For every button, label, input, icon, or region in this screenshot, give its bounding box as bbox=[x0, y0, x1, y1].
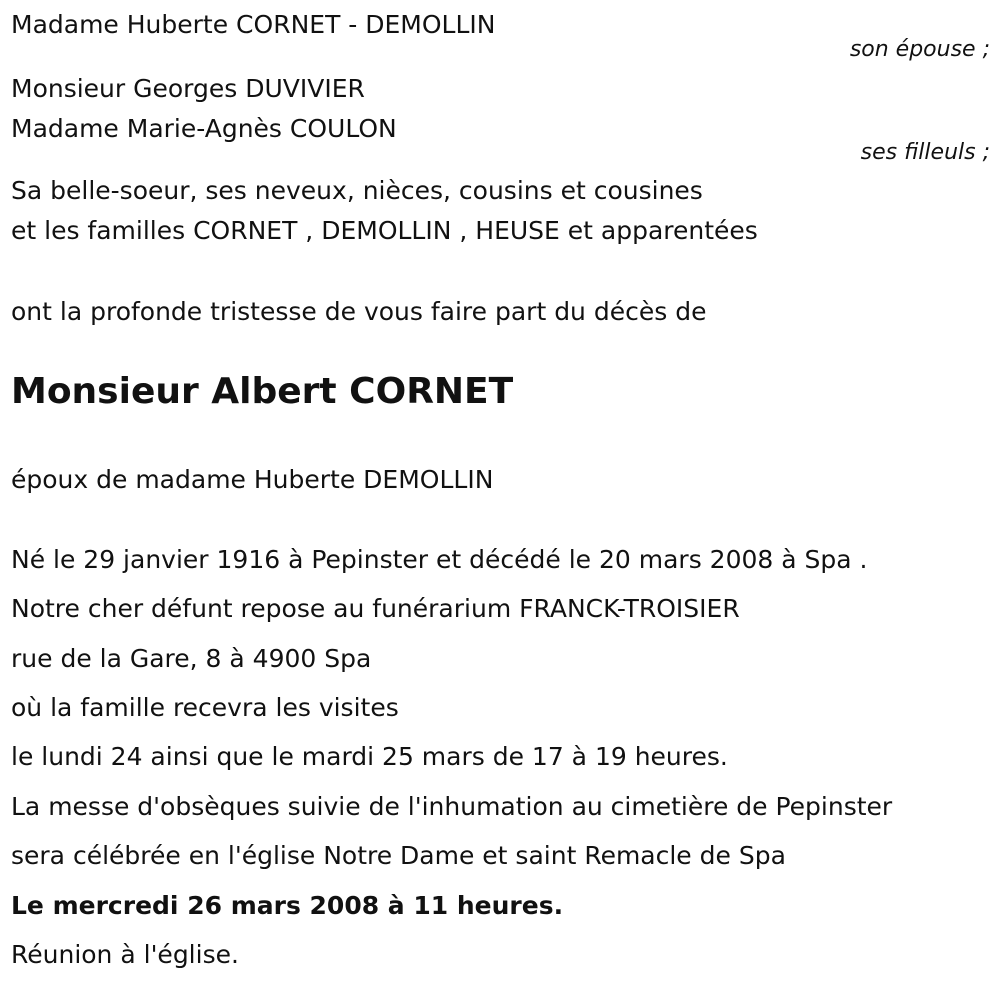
spouse-role: son épouse ; bbox=[849, 37, 990, 62]
spouse-name: Madame Huberte CORNET - DEMOLLIN bbox=[11, 10, 496, 39]
deceased-name: Monsieur Albert CORNET bbox=[11, 371, 514, 412]
funeral-mass-line: La messe d'obsèques suivie de l'inhumation au cimetière de Pepinster bbox=[11, 792, 893, 821]
relatives-line-2: et les familles CORNET , DEMOLLIN , HEUSE et apparentées bbox=[11, 216, 758, 245]
relatives-line-1: Sa belle-soeur, ses neveux, nièces, cousins et cousines bbox=[11, 176, 703, 205]
announcement-text: ont la profonde tristesse de vous faire part du décès de bbox=[11, 297, 707, 326]
address-line: rue de la Gare, 8 à 4900 Spa bbox=[11, 644, 372, 673]
godchild-name-2: Madame Marie-Agnès COULON bbox=[11, 114, 397, 143]
spouse-of-text: époux de madame Huberte DEMOLLIN bbox=[11, 465, 494, 494]
church-line: sera célébrée en l'église Notre Dame et saint Remacle de Spa bbox=[11, 841, 786, 870]
godchild-name-1: Monsieur Georges DUVIVIER bbox=[11, 74, 365, 103]
funeral-home-line: Notre cher défunt repose au funérarium FRANCK-TROISIER bbox=[11, 594, 740, 623]
meeting-line: Réunion à l'église. bbox=[11, 940, 239, 969]
godchildren-role: ses filleuls ; bbox=[860, 140, 990, 165]
visit-times-line: le lundi 24 ainsi que le mardi 25 mars de 17 à 19 heures. bbox=[11, 742, 728, 771]
birth-death-line: Né le 29 janvier 1916 à Pepinster et décédé le 20 mars 2008 à Spa . bbox=[11, 545, 868, 574]
visits-line: où la famille recevra les visites bbox=[11, 693, 399, 722]
ceremony-date-line: Le mercredi 26 mars 2008 à 11 heures. bbox=[11, 891, 564, 920]
